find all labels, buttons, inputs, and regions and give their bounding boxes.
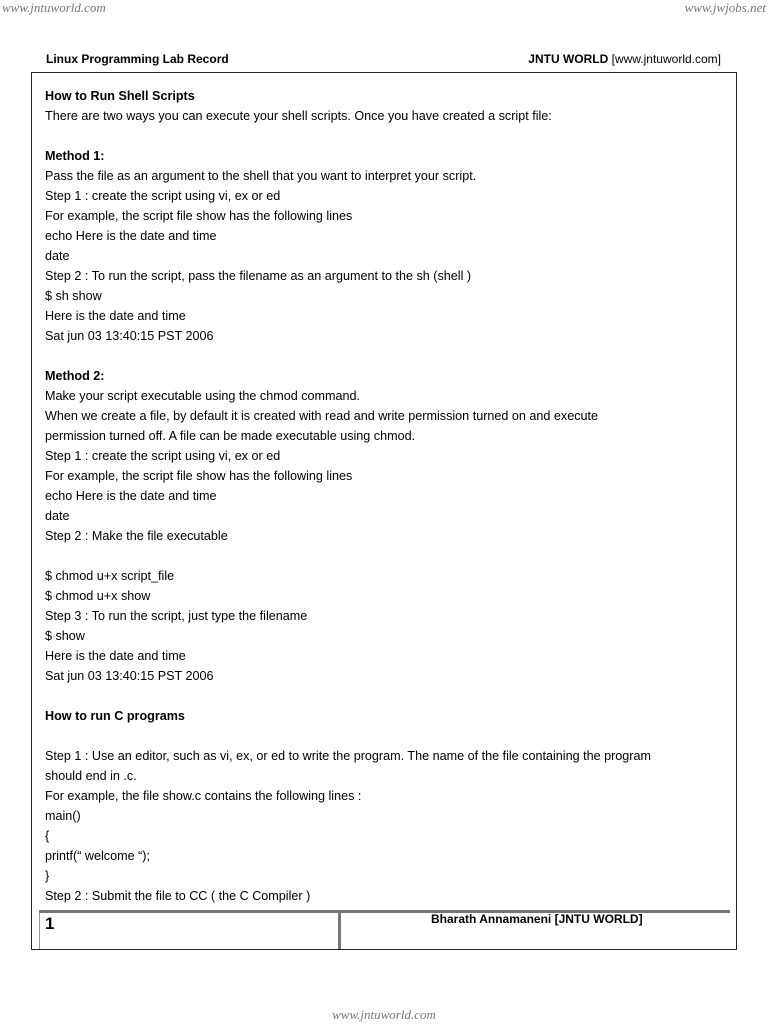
text-line: should end in .c. [45, 769, 137, 783]
document-body [45, 86, 725, 906]
blank-line [45, 346, 725, 366]
header-site [528, 52, 721, 66]
page-number: 1 [45, 914, 55, 933]
header-site-url: [www.jntuworld.com] [608, 52, 721, 66]
watermark-top-right: www.jwjobs.net [684, 0, 766, 15]
text-line: Step 2 : To run the script, pass the filename as an argument to the sh (shell ) [45, 269, 472, 283]
blank-line [45, 686, 725, 706]
text-line: $ show [45, 629, 85, 643]
text-line: date [45, 509, 70, 523]
text-line: $ chmod u+x show [45, 589, 151, 603]
footer-left-edge [39, 913, 40, 949]
header-title: Linux Programming Lab Record [46, 52, 229, 66]
text-line: permission turned off. A file can be made executable using chmod. [45, 429, 416, 443]
text-line: printf(“ welcome “); [45, 849, 150, 863]
blank-line [45, 726, 725, 746]
text-line: Method 1: [45, 149, 105, 163]
text-line: How to run C programs [45, 709, 185, 723]
text-line: For example, the script file show has the following lines [45, 469, 353, 483]
text-line: { [45, 829, 50, 843]
text-line: Step 2 : Make the file executable [45, 529, 228, 543]
watermark-top-left: www.jntuworld.com [2, 0, 106, 15]
text-line: Make your script executable using the chmod command. [45, 389, 360, 403]
text-line: Step 1 : Use an editor, such as vi, ex, or ed to write the program. The name of the file containing the program [45, 749, 651, 763]
text-line: Step 2 : Submit the file to CC ( the C Compiler ) [45, 889, 311, 903]
text-line: Step 3 : To run the script, just type the filename [45, 609, 308, 623]
text-line: Pass the file as an argument to the shell that you want to interpret your script. [45, 169, 477, 183]
text-line: Here is the date and time [45, 309, 186, 323]
text-line: When we create a file, by default it is created with read and write permission turned on and execute [45, 409, 599, 423]
text-line: $ sh show [45, 289, 102, 303]
text-line: How to Run Shell Scripts [45, 89, 195, 103]
text-line: echo Here is the date and time [45, 489, 217, 503]
text-line: main() [45, 809, 81, 823]
text-line: Sat jun 03 13:40:15 PST 2006 [45, 329, 214, 343]
blank-line [45, 126, 725, 146]
text-line: Method 2: [45, 369, 105, 383]
watermark-bottom: www.jntuworld.com [332, 1007, 436, 1022]
text-line: For example, the script file show has the following lines [45, 209, 353, 223]
text-line: } [45, 869, 50, 883]
header-site-name: JNTU WORLD [528, 52, 609, 66]
text-line: date [45, 249, 70, 263]
text-line: Sat jun 03 13:40:15 PST 2006 [45, 669, 214, 683]
text-line: Here is the date and time [45, 649, 186, 663]
footer-author: Bharath Annamaneni [JNTU WORLD] [431, 912, 643, 926]
blank-line [45, 546, 725, 566]
text-line: $ chmod u+x script_file [45, 569, 175, 583]
text-line: Step 1 : create the script using vi, ex or ed [45, 449, 281, 463]
text-line: For example, the file show.c contains the following lines : [45, 789, 362, 803]
text-line: echo Here is the date and time [45, 229, 217, 243]
text-line: Step 1 : create the script using vi, ex or ed [45, 189, 281, 203]
text-line: There are two ways you can execute your shell scripts. Once you have created a script file: [45, 109, 552, 123]
footer-divider [338, 913, 341, 949]
